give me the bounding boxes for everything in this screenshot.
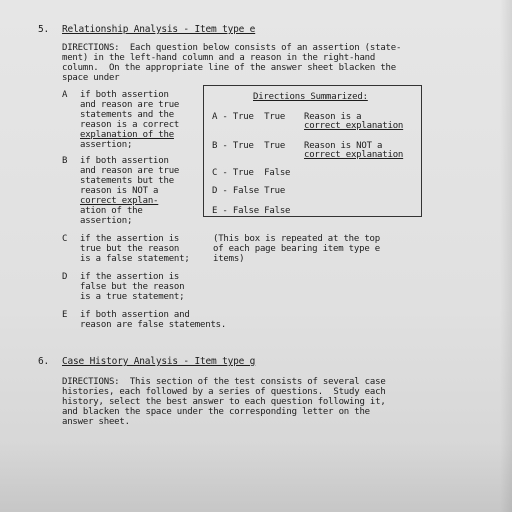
summary-row-a-reason: correct explanation (304, 121, 404, 131)
section-6-directions-line-3: history, select the best answer to each question following it, (62, 397, 386, 407)
summary-row-c-key: C - True False (212, 168, 291, 178)
option-b-line: and reason are true (80, 166, 180, 176)
summary-row-a-key: A - True True (212, 112, 286, 122)
option-a-line: reason is a correct (80, 120, 180, 130)
page-bottom-shade (0, 442, 512, 512)
section-6-directions-line-5: answer sheet. (62, 417, 130, 427)
option-d-letter: D (62, 272, 68, 282)
option-a-letter: A (62, 90, 68, 100)
option-b-line: ation of the (80, 206, 143, 216)
option-e-line: if both assertion and (80, 310, 190, 320)
summary-row-e-key: E - False False (212, 206, 291, 216)
summary-row-a-reason: Reason is a (304, 112, 362, 122)
directions-summary-box (203, 85, 422, 217)
option-b-line: if both assertion (80, 156, 169, 166)
option-a-line: statements and the (80, 110, 174, 120)
option-a-line: explanation of the (80, 130, 174, 140)
summary-row-d-key: D - False True (212, 186, 286, 196)
box-note-line: (This box is repeated at the top (213, 234, 380, 244)
option-b-line: correct explan- (80, 196, 159, 206)
summary-row-b-reason: correct explanation (304, 150, 404, 160)
section-5-directions-line-1: DIRECTIONS: Each question below consists of an assertion (state- (62, 43, 402, 53)
section-5-number: 5. (38, 24, 50, 35)
summary-box-title: Directions Summarized: (253, 92, 368, 102)
section-6-title: Case History Analysis - Item type g (62, 356, 256, 367)
option-a-line: assertion; (80, 140, 133, 150)
section-5-directions-line-4: space under (62, 73, 120, 83)
option-c-line: if the assertion is (80, 234, 180, 244)
box-note-line: of each page bearing item type e (213, 244, 380, 254)
option-d-line: false but the reason (80, 282, 185, 292)
option-a-line: if both assertion (80, 90, 169, 100)
page-edge-shadow (500, 0, 512, 512)
section-6-number: 6. (38, 356, 50, 367)
option-b-line: assertion; (80, 216, 133, 226)
box-note-line: items) (213, 254, 245, 264)
option-b-line: statements but the (80, 176, 174, 186)
option-a-line: and reason are true (80, 100, 180, 110)
option-c-line: true but the reason (80, 244, 180, 254)
summary-row-b-reason: Reason is NOT a (304, 141, 383, 151)
summary-row-b-key: B - True True (212, 141, 286, 151)
section-5-directions-line-3: column. On the appropriate line of the answer sheet blacken the (62, 63, 396, 73)
option-b-letter: B (62, 156, 68, 166)
option-e-letter: E (62, 310, 68, 320)
option-e-line: reason are false statements. (80, 320, 227, 330)
section-5-directions-line-2: ment) in the left-hand column and a reason in the right-hand (62, 53, 376, 63)
section-6-directions-line-1: DIRECTIONS: This section of the test consists of several case (62, 377, 386, 387)
option-d-line: if the assertion is (80, 272, 180, 282)
option-b-line: reason is NOT a (80, 186, 159, 196)
option-c-line: is a false statement; (80, 254, 190, 264)
section-6-directions-line-2: histories, each followed by a series of questions. Study each (62, 387, 386, 397)
option-d-line: is a true statement; (80, 292, 185, 302)
section-5-title: Relationship Analysis - Item type e (62, 24, 256, 35)
option-c-letter: C (62, 234, 68, 244)
section-6-directions-line-4: and blacken the space under the corresponding letter on the (62, 407, 370, 417)
